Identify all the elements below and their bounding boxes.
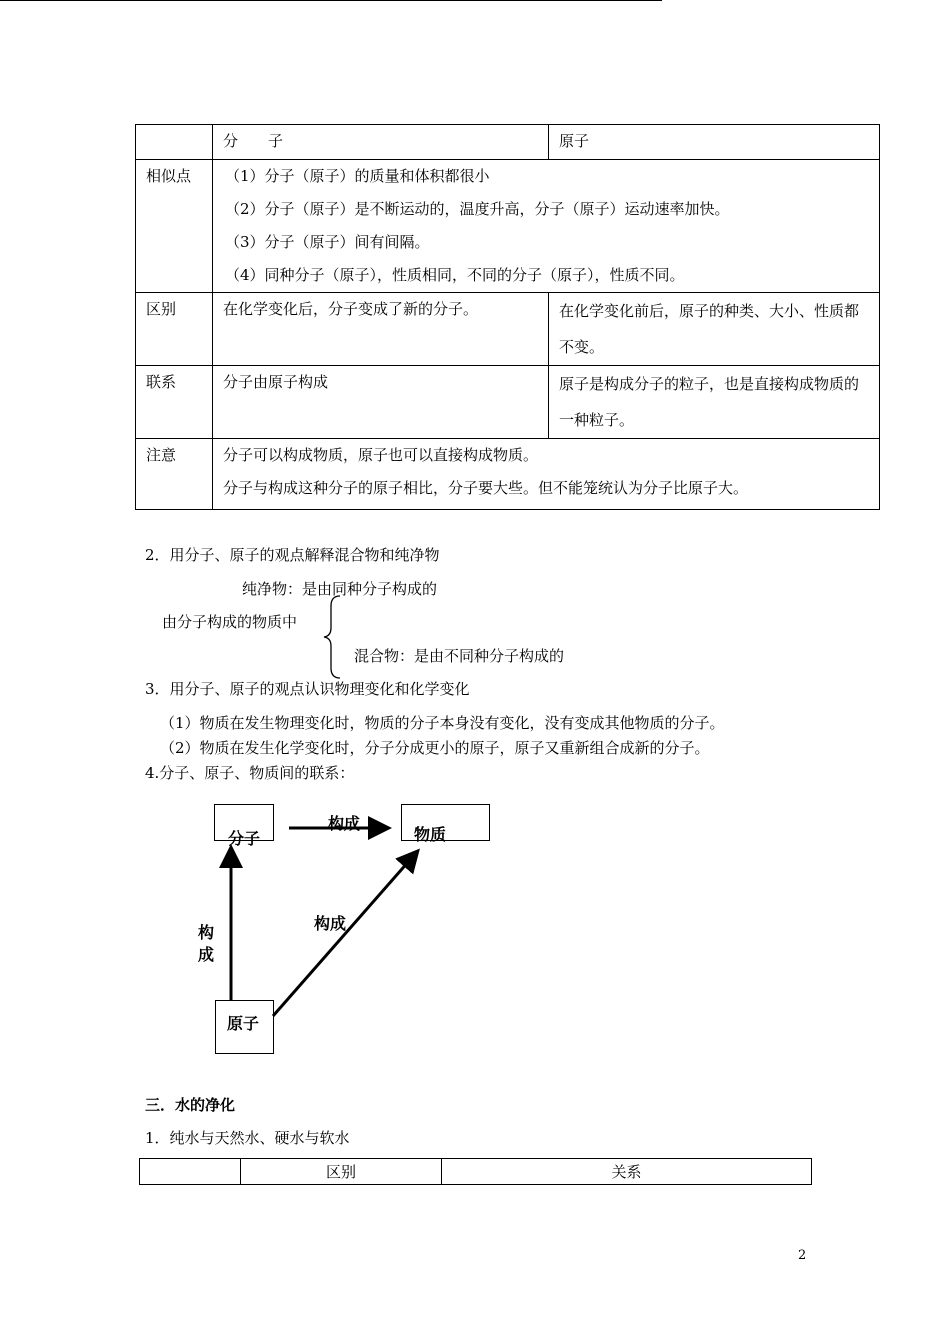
- row-label-similar: 相似点: [136, 160, 213, 293]
- difference-molecule-cell: 在化学变化后，分子变成了新的分子。: [213, 293, 549, 366]
- mixture-text: 混合物：是由不同种分子构成的: [354, 647, 565, 665]
- page-number: 2: [798, 1248, 807, 1263]
- molecular-matter-text: 由分子构成的物质中: [162, 613, 298, 631]
- similar-point: （2）分子（原子）是不断运动的，温度升高，分子（原子）运动速率加快。: [225, 200, 730, 218]
- table-row: [140, 1159, 812, 1185]
- similar-point: （3）分子（原子）间有间隔。: [225, 233, 430, 251]
- row-label-difference: 区别: [136, 293, 213, 366]
- chemical-change-line: （2）物质在发生化学变化时，分子分成更小的原子，原子又重新组合成新的分子。: [160, 739, 710, 757]
- constitute-label-top: 构成: [328, 814, 361, 833]
- water-comparison-table: [139, 1158, 812, 1185]
- atom-label: 原子: [227, 1014, 260, 1033]
- section2-heading: 2．用分子、原子的观点解释混合物和纯净物: [145, 546, 440, 564]
- part3-subheading: 1．纯水与天然水、硬水与软水: [145, 1129, 350, 1147]
- pure-substance-text: 纯净物：是由同种分子构成的: [242, 580, 438, 598]
- constitute-label-diagonal: 构成: [314, 914, 347, 933]
- table-header-cell: 分 子: [213, 125, 549, 160]
- physical-change-line: （1）物质在发生物理变化时，物质的分子本身没有变化，没有变成其他物质的分子。: [160, 714, 725, 732]
- table-header-cell: 关系: [442, 1159, 812, 1185]
- similar-point: （1）分子（原子）的质量和体积都很小: [225, 167, 490, 185]
- row-label-note: 注意: [136, 439, 213, 510]
- table-header-cell: 原子: [549, 125, 880, 160]
- table-header-cell: 区别: [241, 1159, 442, 1185]
- atom-to-matter-arrow: [273, 853, 416, 1016]
- molecule-label: 分子: [228, 829, 261, 848]
- part3-title: 三．水的净化: [145, 1096, 236, 1114]
- constitute-label-left: 构成: [198, 923, 215, 964]
- matter-label: 物质: [414, 825, 447, 844]
- section4-heading: 4.分子、原子、物质间的联系：: [145, 764, 355, 782]
- note-line: 分子与构成这种分子的原子相比，分子要大些。但不能笼统认为分子比原子大。: [223, 479, 749, 497]
- section3-heading: 3．用分子、原子的观点认识物理变化和化学变化: [145, 680, 470, 698]
- difference-atom-cell: 在化学变化前后，原子的种类、大小、性质都不变。: [549, 293, 880, 366]
- note-line: 分子可以构成物质，原子也可以直接构成物质。: [223, 446, 539, 464]
- similar-point: （4）同种分子（原子），性质相同，不同的分子（原子），性质不同。: [225, 266, 685, 284]
- relation-molecule-cell: 分子由原子构成: [213, 366, 549, 439]
- table-header-cell: [140, 1159, 241, 1185]
- row-label-relation: 联系: [136, 366, 213, 439]
- relation-atom-cell: 原子是构成分子的粒子，也是直接构成物质的一种粒子。: [549, 366, 880, 439]
